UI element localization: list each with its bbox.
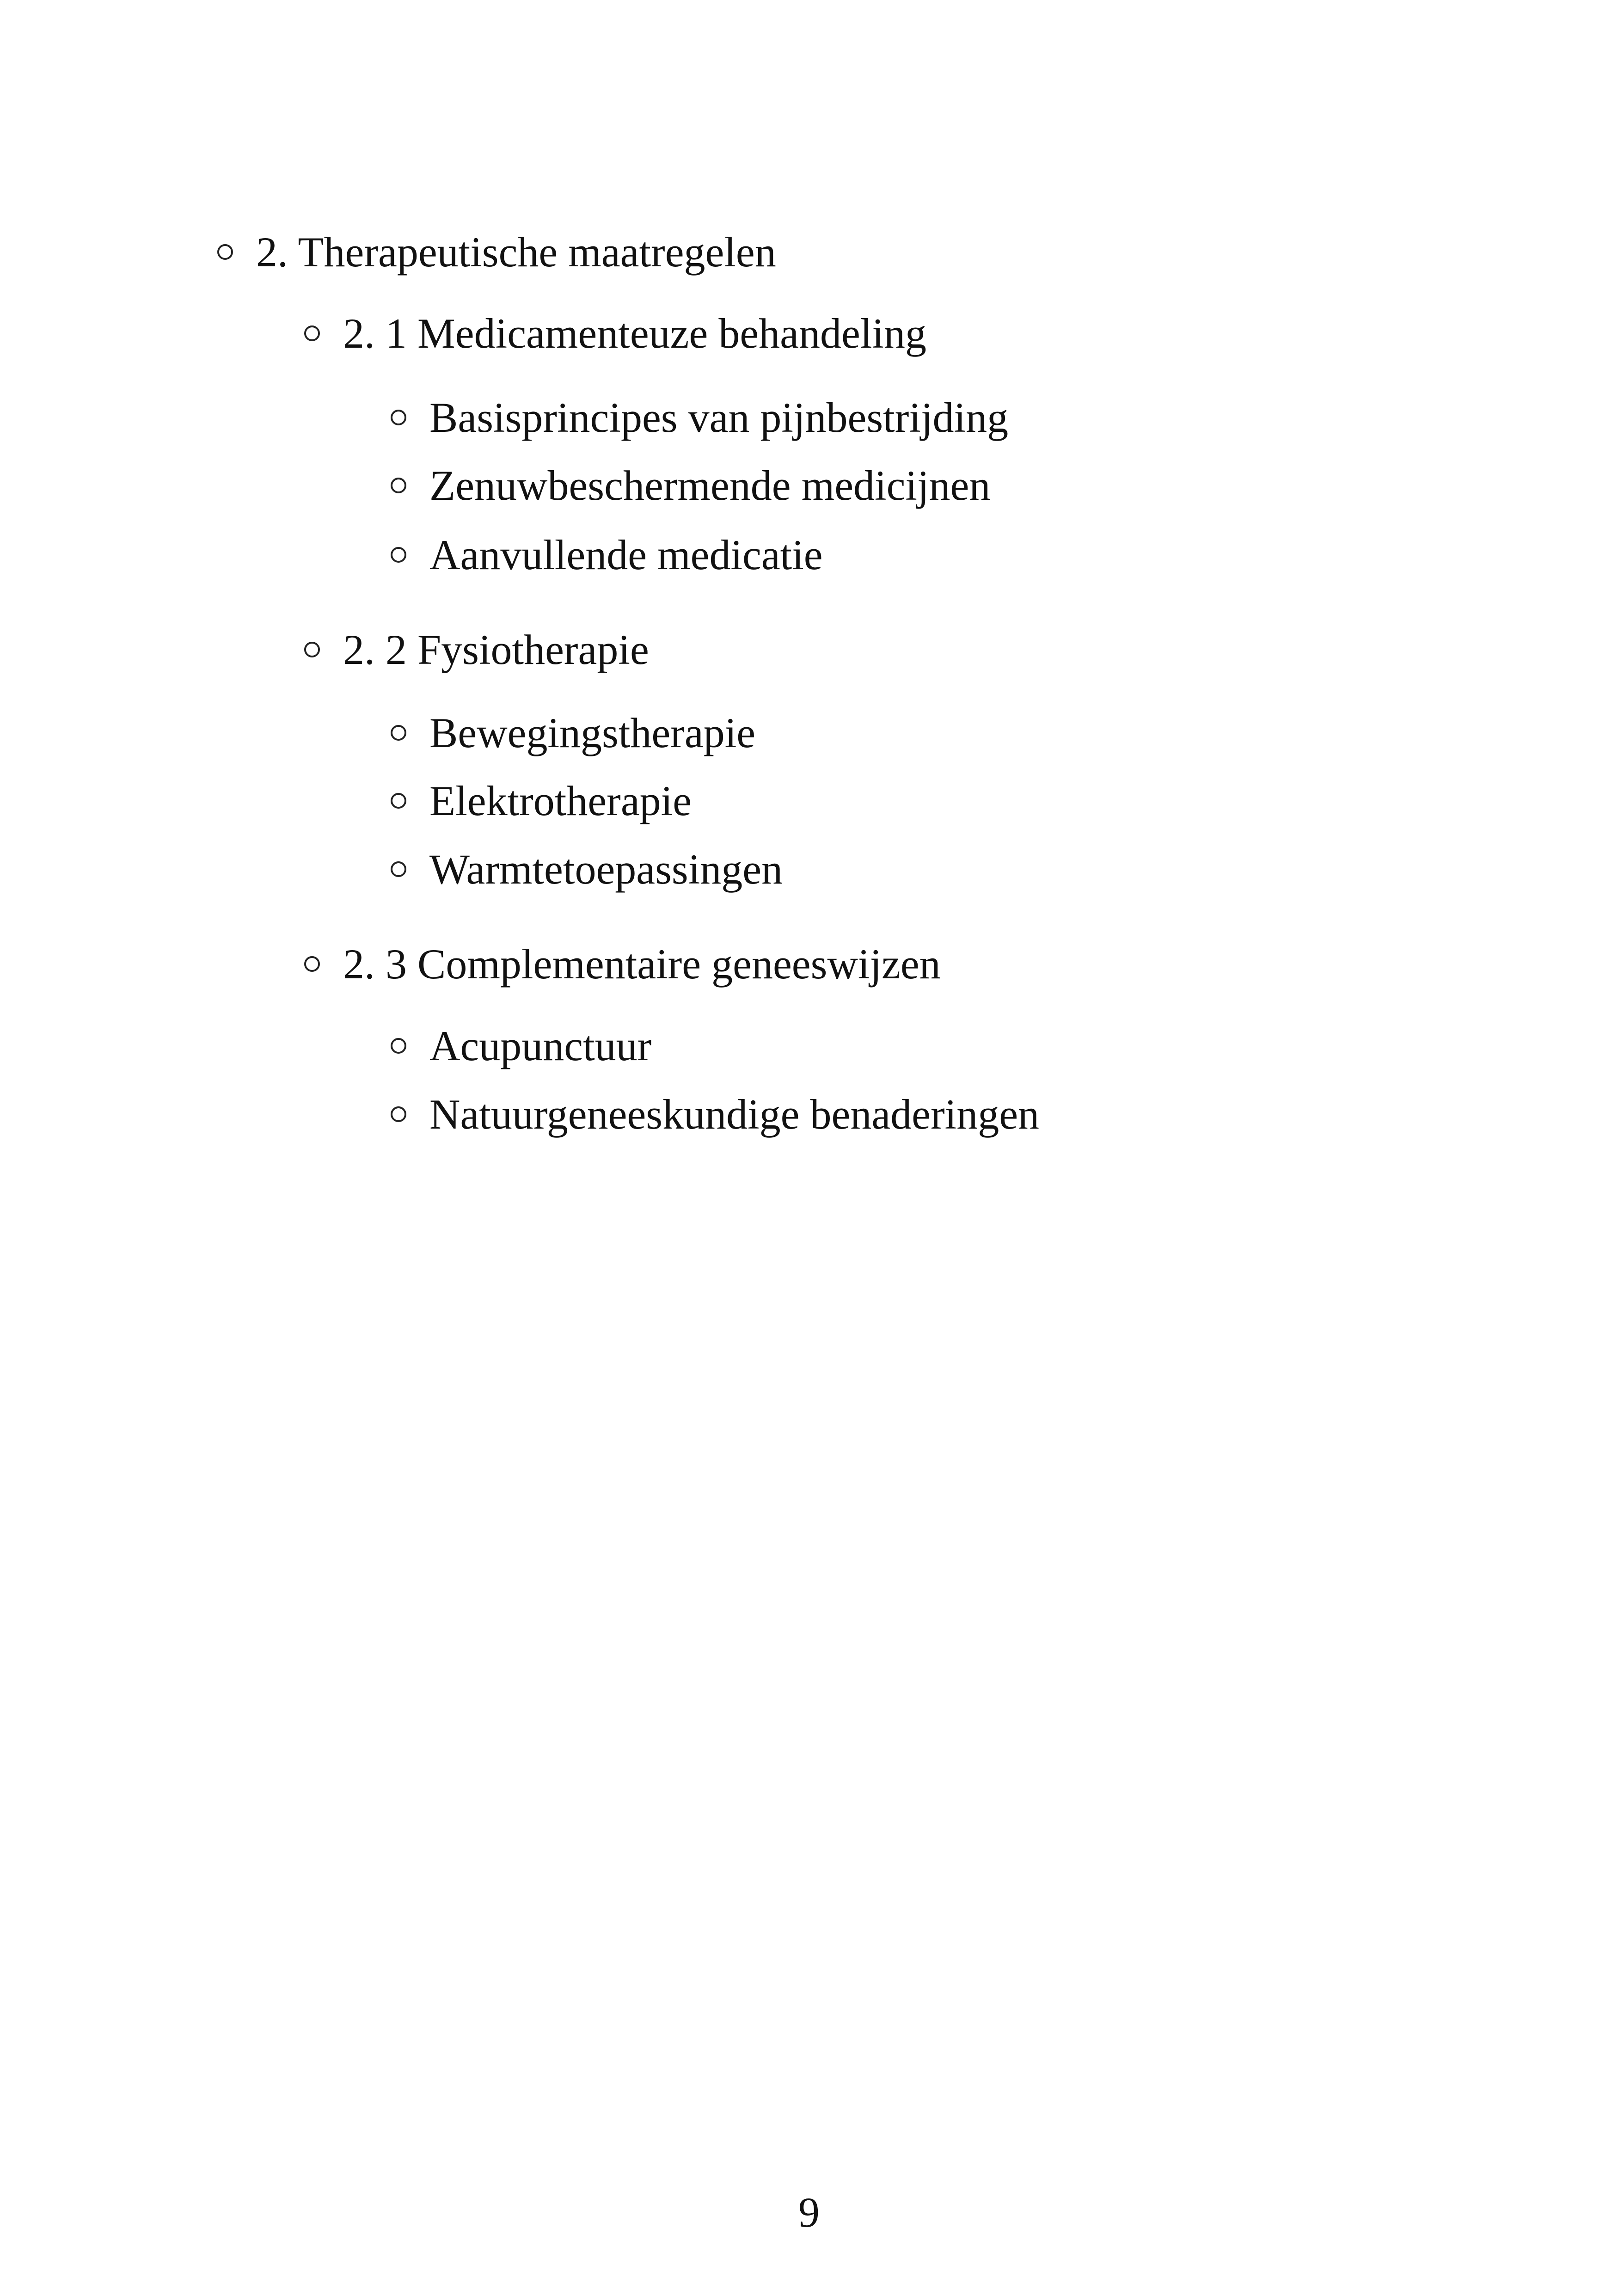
outline-item-label: 2. 2 Fysiotherapie	[343, 626, 649, 673]
hollow-circle-bullet-icon	[391, 547, 406, 563]
page-number: 9	[798, 2189, 820, 2236]
outline-item-label: Elektrotherapie	[429, 777, 692, 824]
outline-item-label: 2. Therapeutische maatregelen	[256, 228, 776, 276]
hollow-circle-bullet-icon	[391, 478, 406, 493]
hollow-circle-bullet-icon	[391, 793, 406, 809]
outline-item-label: 2. 3 Complementaire geneeswijzen	[343, 940, 941, 988]
hollow-circle-bullet-icon	[304, 325, 320, 341]
outline-item-label: Natuurgeneeskundige benaderingen	[429, 1091, 1040, 1138]
hollow-circle-bullet-icon	[217, 244, 233, 260]
hollow-circle-bullet-icon	[391, 410, 406, 425]
outline-item-label: 2. 1 Medicamenteuze behandeling	[343, 310, 926, 357]
hollow-circle-bullet-icon	[304, 642, 320, 657]
hollow-circle-bullet-icon	[391, 725, 406, 741]
outline-item-label: Basisprincipes van pijnbestrijding	[429, 394, 1009, 441]
outline-item-label: Warmtetoepassingen	[429, 846, 783, 893]
hollow-circle-bullet-icon	[391, 1106, 406, 1122]
outline-item-label: Aanvullende medicatie	[429, 531, 823, 578]
hollow-circle-bullet-icon	[304, 956, 320, 972]
hollow-circle-bullet-icon	[391, 861, 406, 877]
outline-item-label: Zenuwbeschermende medicijnen	[429, 462, 991, 509]
outline-item-label: Bewegingstherapie	[429, 709, 756, 756]
hollow-circle-bullet-icon	[391, 1038, 406, 1054]
outline-item-label: Acupunctuur	[429, 1022, 652, 1069]
